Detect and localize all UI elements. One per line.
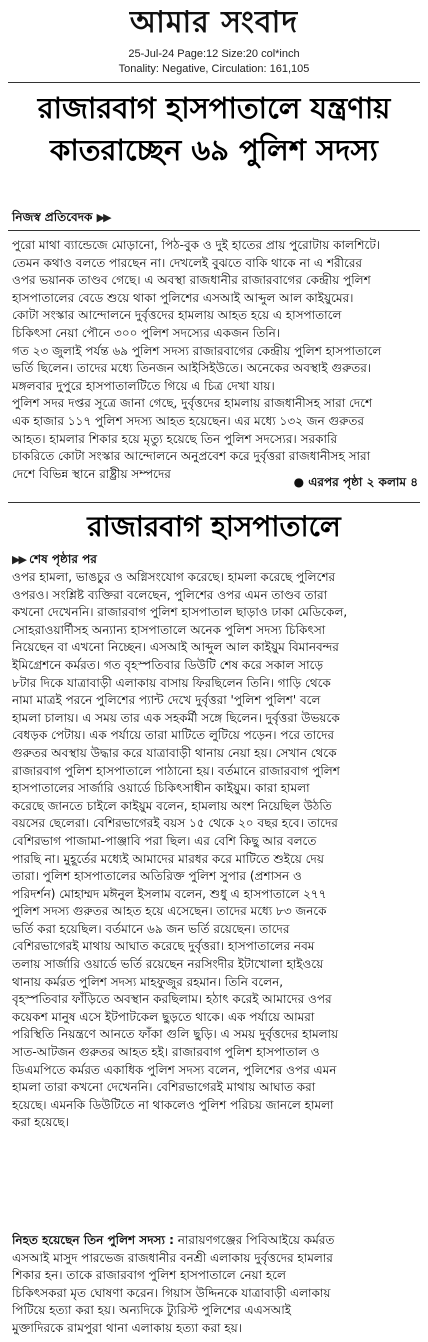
paragraph-line: পুরো মাথা ব্যান্ডেজে মোড়ানো, পিঠ-বুক ও দুই হাতের প্রায় পুরোটায় কালশিটে। — [12, 238, 381, 252]
paragraph-line: এসআই মাসুদ পারভেজ রাজধানীর বনশ্রী এলাকায় দুর্বৃত্তদের হামলার — [12, 1250, 333, 1265]
paragraph-line: করা হয়েছে। — [12, 1115, 69, 1130]
paragraph-line: পারছি না। মুহূর্তের মধ্যেই আমাদের মারধর করে মাটিতে শুইয়ে দেয় — [12, 851, 324, 866]
paragraph-line: ওপর ভয়ানক তাণ্ডব গেছে। এ অবস্থা রাজধানীর রাজারবাগের কেন্দ্রীয় পুলিশ — [12, 273, 371, 288]
byline — [12, 209, 110, 229]
final-paragraph-line — [12, 1232, 418, 1250]
paragraph-line: ওপরও। সংশ্লিষ্ট ব্যক্তিরা বলেছেন, পুলিশের ওপর এমন তাণ্ডব তারা — [12, 587, 328, 602]
jump-label: শেষ পৃষ্ঠার পর — [29, 552, 97, 566]
paragraph-line: ইমিগ্রেশনে কর্মরত। গত বৃহস্পতিবার ডিউটি শেষ করে সকাল সাড়ে — [12, 657, 324, 672]
paragraph-line: থানায় কর্মরত পুলিশ সদস্য মাহফুজুর রহমান। তিনি বলেন, — [12, 974, 284, 989]
jump-headline: রাজারবাগ হাসপাতালে — [87, 510, 341, 543]
headline-line-2: কাতরাচ্ছেন ৬৯ পুলিশ সদস্য — [50, 133, 378, 167]
paragraph-line: তেমন কথাও বলতে পারছেন না। দেখলেই বুঝতে বাকি থাকে না এ শরীরের — [12, 255, 363, 270]
newspaper-logo: আমার সংবাদ — [129, 5, 299, 40]
paragraph-line: কখনো দেখেননি। রাজারবাগ পুলিশ হাসপাতাল ছাড়াও ঢাকা মেডিকেল, — [12, 605, 348, 620]
paragraph-line: ভর্তি করা হয়েছিল। বর্তমানে ৬৯ জন ভর্তি রয়েছেন। তাদের — [12, 921, 290, 936]
paragraph-line: পুলিশ সদস্য গুরুতর আহত হয়ে এসেছেন। তাদের মধ্যে ৮৩ জনকে — [12, 904, 327, 919]
paragraph-line: সাত-আটজন গুরুতর আহত হই। রাজারবাগ পুলিশ হাসপাতাল ও — [12, 1045, 320, 1060]
paragraph-line: ৮টার দিকে যাত্রাবাড়ী এলাকায় বাসায় ফিরছিলেন তিনি। গাড়ি থেকে — [12, 675, 331, 690]
paragraph-line: তলায় সার্জারি ওয়ার্ডে ভর্তি রয়েছেন নরসিংদীর ইটাখোলা হাইওয়ে — [12, 957, 324, 972]
paragraph-line: বেশিরভাগেরই মাথায় আঘাত করেছে দুর্বৃত্তরা। হাসপাতালের নবম — [12, 939, 315, 954]
double-arrow-icon: ▶▶ — [12, 553, 25, 566]
divider — [8, 502, 420, 503]
paragraph-line: মঙ্গলবার দুপুরে হাসপাতালটিতে গিয়ে এ চিত্র দেখা যায়। — [12, 378, 275, 393]
paragraph-line: হামলা চালায়। এ সময় তার এক সহকর্মী সঙ্গে ছিলেন। দুর্বৃত্তরা উভয়কে — [12, 710, 340, 725]
masthead — [0, 0, 428, 46]
paragraph-line: হাসপাতালের বেডে শুয়ে থাকা পুলিশের এসআই আব্দুল আল কাইয়ুমের। — [12, 290, 354, 305]
continuation-note: ● এরপর পৃষ্ঠা ২ কলাম ৪ — [293, 475, 418, 489]
paragraph-line: নামা মাত্রই পরনে পুলিশের প্যান্ট দেখে দুর্বৃত্তরা 'পুলিশ পুলিশ' বলে — [12, 693, 321, 708]
paragraph-line: গত ২৩ জুলাই পর্যন্ত ৬৯ পুলিশ সদস্য রাজারবাগের কেন্দ্রীয় পুলিশ হাসপাতালে — [12, 343, 382, 358]
paragraph-line: শিকার হন। তাকে রাজারবাগ পুলিশ হাসপাতালে নেয়া হলে — [12, 1268, 286, 1283]
paragraph-line: বয়সের ছেলেরা। বেশিরভাগেরই বয়স ১৫ থেকে ২০ বছর হবে। তাদের — [12, 816, 338, 831]
paragraph-line: বৃহস্পতিবার ফাঁড়িতে অবস্থান করছিলাম। হঠাৎ করেই আমাদের ওপর — [12, 992, 332, 1007]
paragraph-line: চিকিৎসকরা মৃত ঘোষণা করেন। গিয়াস উদ্দিনকে যাত্রাবাড়ী এলাকায় — [12, 1285, 331, 1300]
paragraph-line: কয়েকশ মানুষ এসে ইটপাটকেল ছুড়তে থাকে। এক পর্যায়ে আমরা — [12, 1009, 315, 1024]
paragraph-line: পরিস্থিতি নিয়ন্ত্রণে আনতে ফাঁকা গুলি ছুড়ি। এ সময় দুর্বৃত্তদের হামলায় — [12, 1027, 339, 1042]
paragraph-line: তারা। পুলিশ হাসপাতালের অতিরিক্ত পুলিশ সুপার (প্রশাসন ও — [12, 869, 302, 884]
paragraph-line: করেছে জানতে চাইলে কাইয়ুম বলেন, হামলায় অংশ নিয়েছিল উঠতি — [12, 798, 332, 813]
paragraph-line: পরিদর্শন) মোহাম্মদ মঈনুল ইসলাম বলেন, শুধু এ হাসপাতালে ২৭৭ — [12, 886, 327, 901]
paragraph-line: ভর্তি ছিলেন। তাদের মধ্যে তিনজন আইসিইউতে। অনেকের অবস্থাই গুরুতর। — [12, 361, 372, 376]
byline-label: নিজস্ব প্রতিবেদক — [12, 210, 93, 224]
paragraph-line: পিটিয়ে হত্যা করা হয়। অন্যদিকে ট্যুরিস্ট পুলিশের এএসআই — [12, 1303, 291, 1318]
paragraph-line: মুক্তাদিরকে রামপুরা থানা এলাকায় হত্যা করা হয়। — [12, 1320, 243, 1335]
final-paragraph-first-rest: নারায়ণগঞ্জের পিবিআইয়ে কর্মরত — [173, 1233, 335, 1247]
paragraph-line: রাজারবাগ পুলিশ হাসপাতালে পাঠানো হয়। বর্তমানে রাজারবাগ পুলিশ — [12, 763, 340, 778]
paragraph-line: চাকরিতে কোটা সংস্কার আন্দোলনে অনুপ্রবেশ করে দুর্বৃত্তরা রাজধানীসহ সারা — [12, 449, 371, 464]
double-arrow-icon: ▶▶ — [96, 211, 110, 224]
paragraph-line: সোহরাওয়ার্দীসহ অন্যান্য হাসপাতালে অনেক পুলিশ সদস্য চিকিৎসা — [12, 622, 326, 637]
subsection-lead: নিহত হয়েছেন তিন পুলিশ সদস্য : — [12, 1233, 174, 1247]
paragraph-line: হয়েছে। এমনকি ডিউটিতে না থাকলেও পুলিশ পরিচয় জানলে হামলা — [12, 1097, 334, 1112]
continuation-note-row — [12, 474, 418, 492]
headline-line-1: রাজারবাগ হাসপাতালে যন্ত্রণায় — [37, 91, 391, 125]
body-paragraph — [12, 569, 418, 1132]
divider — [8, 230, 420, 231]
paragraph-line: এক হাজার ১১৭ পুলিশ সদস্য আহত হয়েছেন। এর মধ্যে ১৩২ জন গুরুতর — [12, 413, 364, 428]
paragraph-line: হামলা তারা কখনো দেখেননি। বেশিরভাগেরই মাথায় আঘাত করা — [12, 1080, 316, 1095]
paragraph-line: কোটা সংস্কার আন্দোলনে দুর্বৃত্তদের হামলায় আহত হয়ে এ হাসপাতালে — [12, 308, 342, 323]
lead-paragraph — [12, 237, 418, 483]
divider — [8, 82, 420, 83]
clipping-meta-tonality: Tonality: Negative, Circulation: 161,105 — [118, 63, 310, 75]
paragraph-line: ওপর হামলা, ভাঙচুর ও অগ্নিসংযোগ করেছে। হামলা করেছে পুলিশের — [12, 570, 336, 584]
paragraph-line: পুলিশ সদর দপ্তর সূত্রে জানা গেছে, দুর্বৃত্তদের হামলায় রাজধানীসহ সারা দেশে — [12, 396, 373, 411]
clipping-meta-size: 25-Jul-24 Page:12 Size:20 col*inch — [128, 48, 300, 60]
paragraph-line: দেশে বিভিন্ন স্থানে রাষ্ট্রীয় সম্পদের — [12, 466, 171, 481]
paragraph-line: আহত। হামলার শিকার হয়ে মৃত্যু হয়েছে তিন পুলিশ সদস্যের। সরকারি — [12, 431, 338, 446]
paragraph-line: গুরুতর অবস্থায় উদ্ধার করে যাত্রাবাড়ী থানায় নেয়া হয়। সেখান থেকে — [12, 745, 337, 760]
final-paragraph — [12, 1232, 418, 1338]
jump-label-row — [12, 551, 97, 571]
paragraph-line: ডিএমপিতে কর্মরত একাধিক পুলিশ সদস্য বলেন, পুলিশের ওপর এমন — [12, 1062, 337, 1077]
paragraph-line: বেশিরভাগ পাজামা-পাঞ্জাবি পরা ছিল। এর বেশি কিছু আর বলতে — [12, 833, 317, 848]
paragraph-line: হাসপাতালের সার্জারি ওয়ার্ডে চিকিৎসাধীন কাইয়ুম। কারা হামলা — [12, 781, 310, 796]
paragraph-line: নিয়েছেন বা এখনো নিচ্ছেন। এসআই আব্দুল আল কাইয়ুম বিমানবন্দর — [12, 640, 339, 655]
paragraph-line: চিকিৎসা নেয়া পৌনে ৩০০ পুলিশ সদস্যের একজন তিনি। — [12, 325, 281, 340]
paragraph-line: বেধড়ক পেটায়। এক পর্যায়ে তারা মাটিতে লুটিয়ে পড়েন। পরে তাদের — [12, 728, 334, 743]
